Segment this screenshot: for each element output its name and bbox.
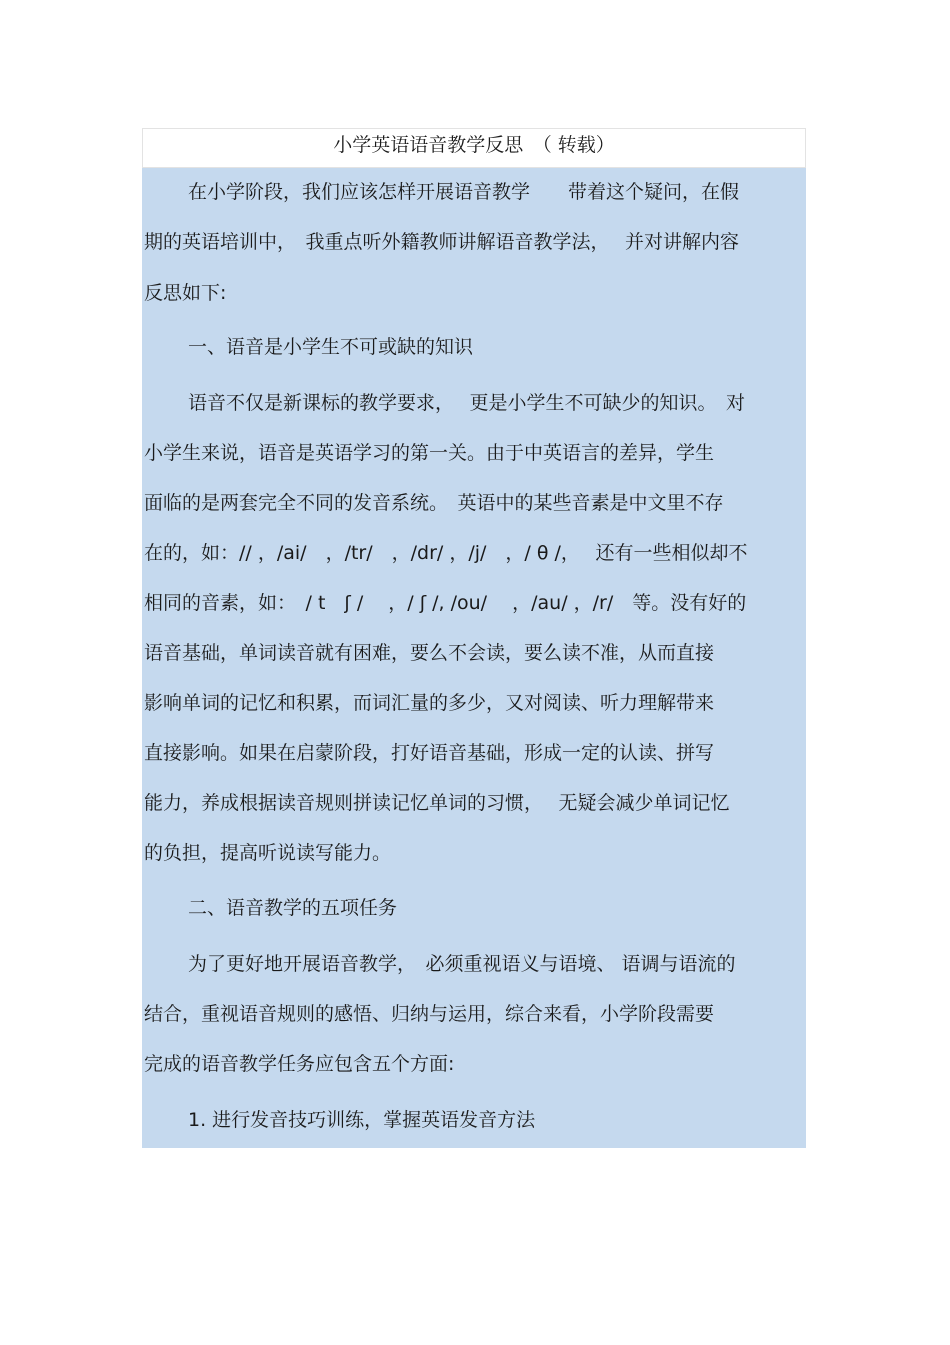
text-line: 直接影响。如果在启蒙阶段，打好语音基础，形成一定的认读、拼写 [144, 742, 715, 764]
text-line: 在的，如：// ，/ai/ ，/tr/ ，/dr/ ，/j/ ，/ θ /， 还有一些相似却不 [144, 542, 748, 564]
section-heading: 一、语音是小学生不可或缺的知识 [188, 336, 474, 358]
document-title-row [142, 128, 806, 168]
text-line: 相同的音素，如： / t ʃ / ，/ ʃ /, /ou/ ，/au/ ，/r/ 等。没有好的 [144, 592, 747, 614]
text-line: 语音基础，单词读音就有困难，要么不会读，要么读不准，从而直接 [144, 642, 715, 664]
text-line: 反思如下: [144, 282, 227, 304]
text-line: 完成的语音教学任务应包含五个方面: [144, 1053, 455, 1075]
text-line: 影响单词的记忆和积累，而词汇量的多少，又对阅读、听力理解带来 [144, 692, 715, 714]
text-line: 能力，养成根据读音规则拼读记忆单词的习惯， 无疑会减少单词记忆 [144, 792, 730, 814]
highlighted-content [142, 168, 806, 1148]
text-line: 面临的是两套完全不同的发音系统。 英语中的某些音素是中文里不存 [144, 492, 724, 514]
text-line: 语音不仅是新课标的教学要求， 更是小学生不可缺少的知识。 对 [188, 392, 746, 414]
text-line: 为了更好地开展语音教学， 必须重视语义与语境、 语调与语流的 [188, 953, 736, 975]
section-heading: 二、语音教学的五项任务 [188, 897, 398, 919]
text-line: 在小学阶段，我们应该怎样开展语音教学 带着这个疑问，在假 [188, 181, 740, 203]
text-line: 的负担，提高听说读写能力。 [144, 842, 392, 864]
text-line: 期的英语培训中， 我重点听外籍教师讲解语音教学法， 并对讲解内容 [144, 231, 740, 253]
list-item: 1. 进行发音技巧训练，掌握英语发音方法 [188, 1109, 536, 1131]
document-title: 小学英语语音教学反思 （ 转载） [333, 134, 615, 156]
text-line: 结合，重视语音规则的感悟、归纳与运用，综合来看，小学阶段需要 [144, 1003, 715, 1025]
text-line: 小学生来说，语音是英语学习的第一关。由于中英语言的差异，学生 [144, 442, 715, 464]
